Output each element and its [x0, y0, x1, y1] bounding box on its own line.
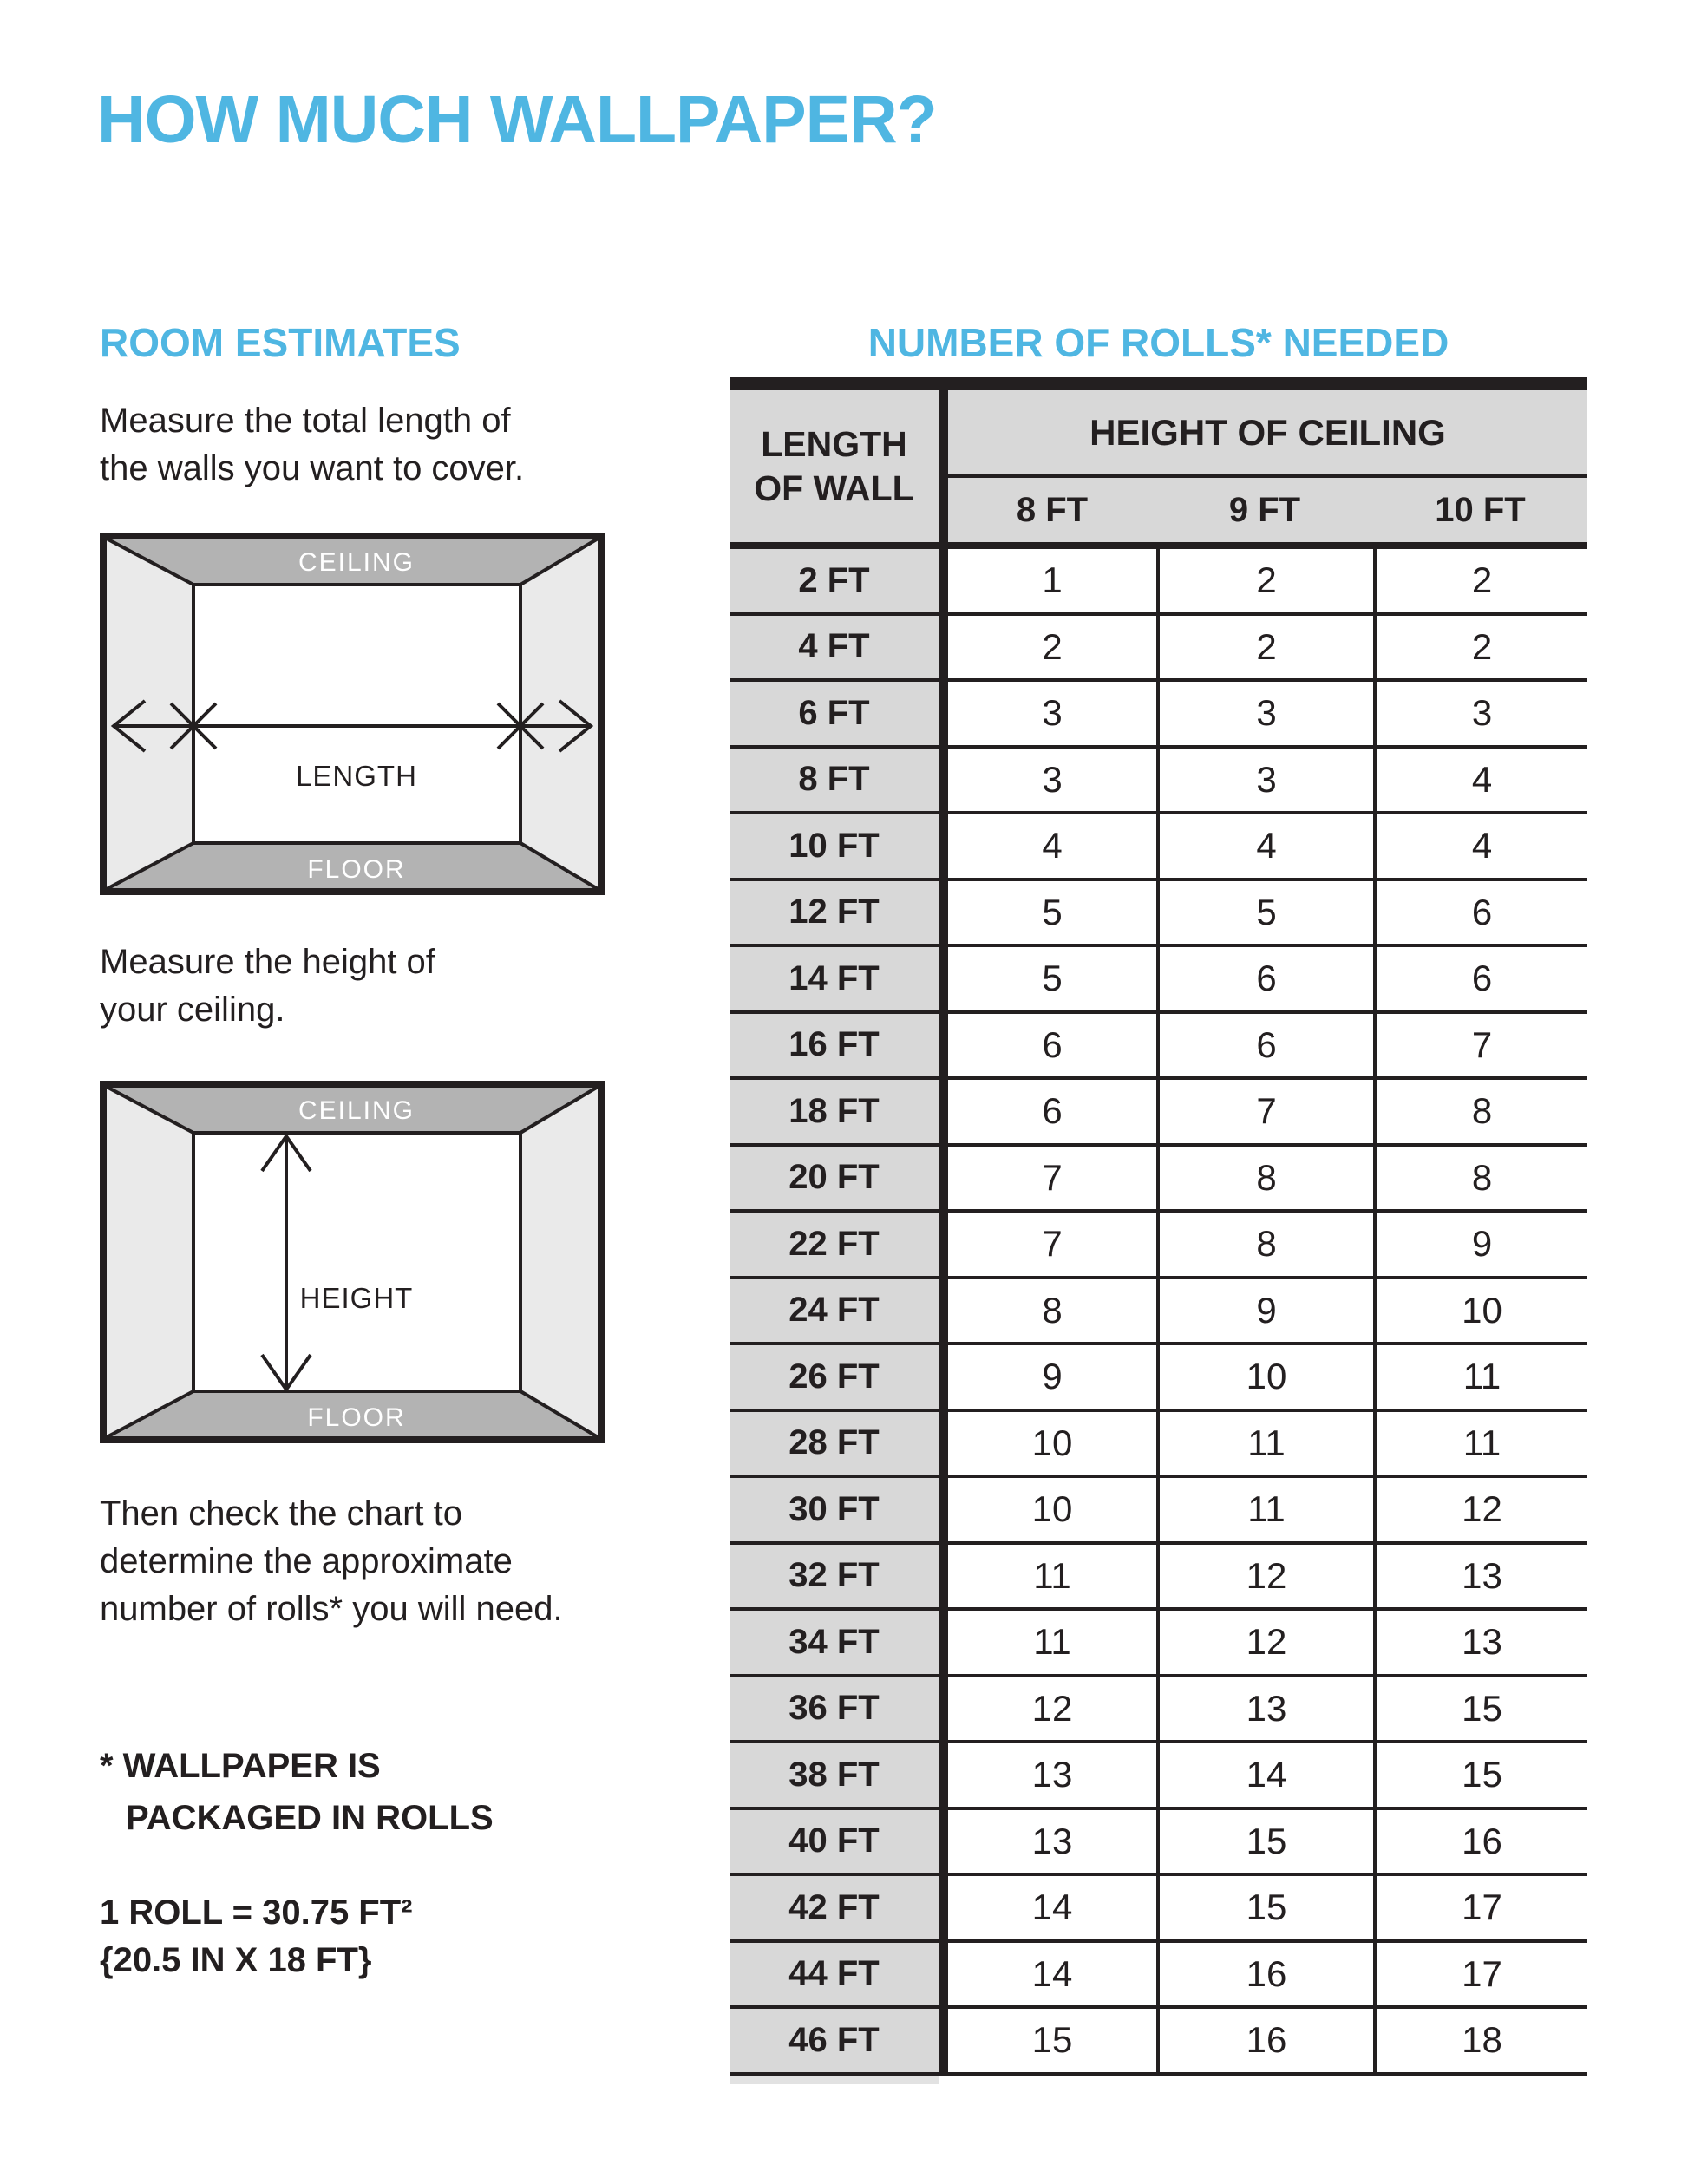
- instruction-measure-length: [100, 397, 524, 493]
- instruction-line: Measure the height of: [100, 943, 435, 981]
- rolls-needed-table: [730, 377, 1587, 2084]
- room-length-diagram: [100, 533, 605, 895]
- floor-label: FLOOR: [307, 855, 406, 884]
- page-title: HOW MUCH WALLPAPER?: [97, 82, 937, 157]
- roll-size-line: {20.5 IN X 18 FT}: [100, 1941, 372, 1979]
- instruction-line: your ceiling.: [100, 991, 285, 1029]
- table-row: 14 FT 5 6 6: [730, 947, 1587, 1014]
- roll-size-info: [100, 1889, 413, 1985]
- sub-header-9ft: 9 FT: [1228, 490, 1301, 529]
- column-header-height-of-ceiling: HEIGHT OF CEILING: [948, 390, 1587, 474]
- header-line: OF WALL: [754, 468, 914, 508]
- instruction-line: Measure the total length of: [100, 402, 511, 440]
- table-row: 18 FT 6 7 8: [730, 1080, 1587, 1147]
- right-wall-panel: [520, 1086, 599, 1438]
- sub-header-10ft: 10 FT: [1435, 490, 1526, 529]
- table-row: 40 FT 13 15 16: [730, 1810, 1587, 1877]
- roll-size-line: 1 ROLL = 30.75 FT²: [100, 1893, 413, 1932]
- table-row: 12 FT 5 5 6: [730, 881, 1587, 948]
- table-row: 28 FT 10 11 11: [730, 1412, 1587, 1479]
- ceiling-label: CEILING: [298, 1096, 415, 1125]
- table-row: 32 FT 11 12 13: [730, 1545, 1587, 1612]
- instruction-measure-height: [100, 938, 435, 1034]
- sub-header-8ft: 8 FT: [1016, 490, 1089, 529]
- footnote-line: * WALLPAPER IS: [100, 1747, 381, 1785]
- table-row: 26 FT 9 10 11: [730, 1345, 1587, 1412]
- column-header-length-of-wall: [730, 390, 939, 542]
- table-row: 10 FT 4 4 4: [730, 814, 1587, 881]
- table-row: 16 FT 6 6 7: [730, 1014, 1587, 1081]
- header-line: LENGTH: [761, 423, 907, 464]
- instruction-line: number of rolls* you will need.: [100, 1590, 563, 1628]
- table-row: 24 FT 8 9 10: [730, 1279, 1587, 1346]
- table-row: 6 FT 3 3 3: [730, 682, 1587, 749]
- table-row: 22 FT 7 8 9: [730, 1213, 1587, 1279]
- table-top-bar: [730, 377, 1587, 390]
- instruction-line: the walls you want to cover.: [100, 449, 525, 487]
- table-row: 20 FT 7 8 8: [730, 1147, 1587, 1213]
- instruction-line: Then check the chart to: [100, 1494, 463, 1533]
- ceiling-label: CEILING: [298, 548, 415, 577]
- table-row: 38 FT 13 14 15: [730, 1743, 1587, 1810]
- table-row: 46 FT 15 16 18: [730, 2009, 1587, 2076]
- table-row: 8 FT 3 3 4: [730, 749, 1587, 815]
- table-row: 42 FT 14 15 17: [730, 1876, 1587, 1943]
- sub-header-row: [948, 478, 1587, 542]
- table-vertical-divider: [939, 390, 948, 542]
- table-row: 44 FT 14 16 17: [730, 1943, 1587, 2010]
- table-row: 34 FT 11 12 13: [730, 1611, 1587, 1677]
- room-height-diagram: [100, 1081, 605, 1443]
- footnote-line: PACKAGED IN ROLLS: [126, 1799, 494, 1837]
- section-heading-room-estimates: ROOM ESTIMATES: [100, 320, 461, 365]
- table-row: 30 FT 10 11 12: [730, 1478, 1587, 1545]
- section-heading-rolls-needed: NUMBER OF ROLLS* NEEDED: [867, 320, 1449, 365]
- instruction-line: determine the approximate: [100, 1542, 513, 1580]
- floor-label: FLOOR: [307, 1403, 406, 1432]
- table-row: 36 FT 12 13 15: [730, 1677, 1587, 1744]
- height-label: HEIGHT: [299, 1282, 414, 1314]
- table-row: 4 FT 2 2 2: [730, 616, 1587, 683]
- header-bottom-border: [730, 542, 1587, 549]
- footnote-wallpaper-rolls: [100, 1740, 494, 1844]
- length-label: LENGTH: [296, 760, 417, 792]
- instruction-check-chart: [100, 1490, 563, 1633]
- table-body: [730, 549, 1587, 2076]
- table-bottom-stub: [730, 2076, 939, 2084]
- left-wall-panel: [105, 1086, 193, 1438]
- table-row: 2 FT 1 2 2: [730, 549, 1587, 616]
